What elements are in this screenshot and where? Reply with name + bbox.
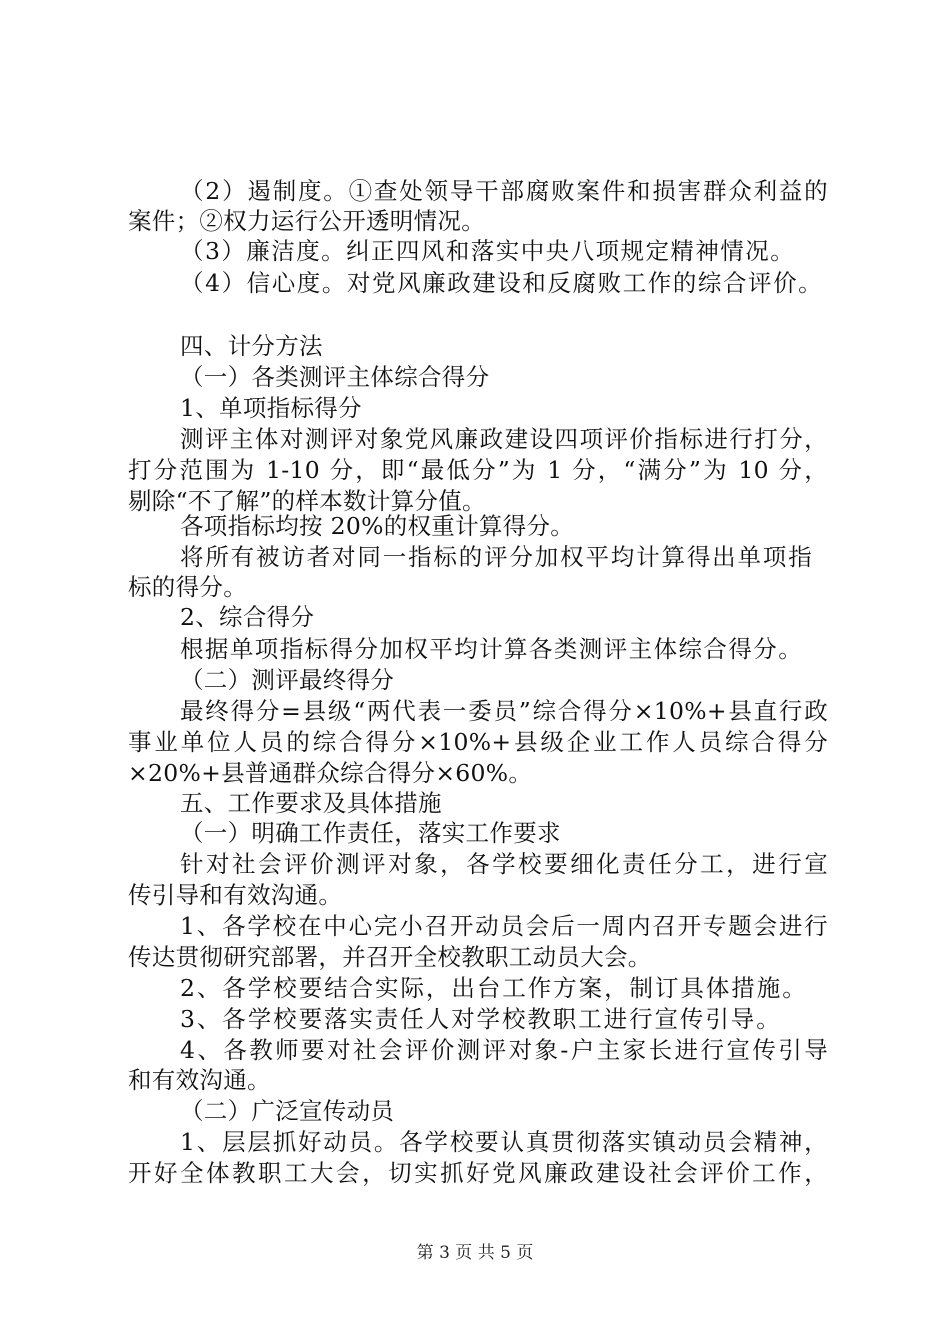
text-line: 事业单位人员的综合得分×10%+县级企业工作人员综合得分 bbox=[128, 728, 828, 756]
text-line: ×20%+县普通群众综合得分×60%。 bbox=[128, 759, 533, 787]
text-line: 将所有被访者对同一指标的评分加权平均计算得出单项指 bbox=[180, 543, 812, 571]
text-line: （2）遏制度。①查处领导干部腐败案件和损害群众利益的 bbox=[180, 177, 828, 205]
subsection-heading: （一）明确工作责任，落实工作要求 bbox=[180, 819, 561, 847]
subsection-heading: （二）测评最终得分 bbox=[180, 666, 395, 694]
text-line: 各项指标均按 20%的权重计算得分。 bbox=[180, 512, 575, 540]
page-number-footer: 第 3 页 共 5 页 bbox=[416, 1243, 534, 1263]
text-line: 和有效沟通。 bbox=[128, 1066, 271, 1094]
text-line: 开好全体教职工大会，切实抓好党风廉政建设社会评价工作， bbox=[128, 1159, 828, 1187]
text-line: 最终得分=县级“两代表一委员”综合得分×10%+县直行政 bbox=[180, 697, 828, 725]
text-line: 4、各教师要对社会评价测评对象-户主家长进行宣传引导 bbox=[180, 1036, 828, 1064]
text-line: 根据单项指标得分加权平均计算各类测评主体综合得分。 bbox=[180, 635, 802, 663]
text-line: 测评主体对测评对象党风廉政建设四项评价指标进行打分， bbox=[180, 425, 828, 453]
subsection-heading: （一）各类测评主体综合得分 bbox=[180, 363, 490, 391]
text-line: 传达贯彻研究部署，并召开全校教职工动员大会。 bbox=[128, 943, 652, 971]
text-line: 打分范围为 1-10 分，即“最低分”为 1 分，“满分”为 10 分， bbox=[128, 456, 828, 484]
item-heading: 2、综合得分 bbox=[180, 603, 315, 631]
text-line: 2、各学校要结合实际，出台工作方案，制订具体措施。 bbox=[180, 974, 806, 1002]
text-line: 3、各学校要落实责任人对学校教职工进行宣传引导。 bbox=[180, 1005, 780, 1033]
section-heading: 四、计分方法 bbox=[180, 332, 323, 360]
text-line: （4）信心度。对党风廉政建设和反腐败工作的综合评价。 bbox=[180, 269, 822, 297]
text-line: 1、层层抓好动员。各学校要认真贯彻落实镇动员会精神， bbox=[180, 1128, 828, 1156]
text-line: 剔除“不了解”的样本数计算分值。 bbox=[128, 487, 486, 515]
section-heading: 五、工作要求及具体措施 bbox=[180, 789, 442, 817]
text-line: （3）廉洁度。纠正四风和落实中央八项规定精神情况。 bbox=[180, 237, 794, 265]
text-line: 1、各学校在中心完小召开动员会后一周内召开专题会进行 bbox=[180, 912, 828, 940]
text-line: 标的得分。 bbox=[128, 573, 247, 601]
item-heading: 1、单项指标得分 bbox=[180, 394, 362, 422]
text-line: 案件；②权力运行公开透明情况。 bbox=[128, 207, 485, 235]
text-line: 针对社会评价测评对象，各学校要细化责任分工，进行宣 bbox=[180, 850, 828, 878]
text-line: 传引导和有效沟通。 bbox=[128, 881, 343, 909]
subsection-heading: （二）广泛宣传动员 bbox=[180, 1097, 395, 1125]
